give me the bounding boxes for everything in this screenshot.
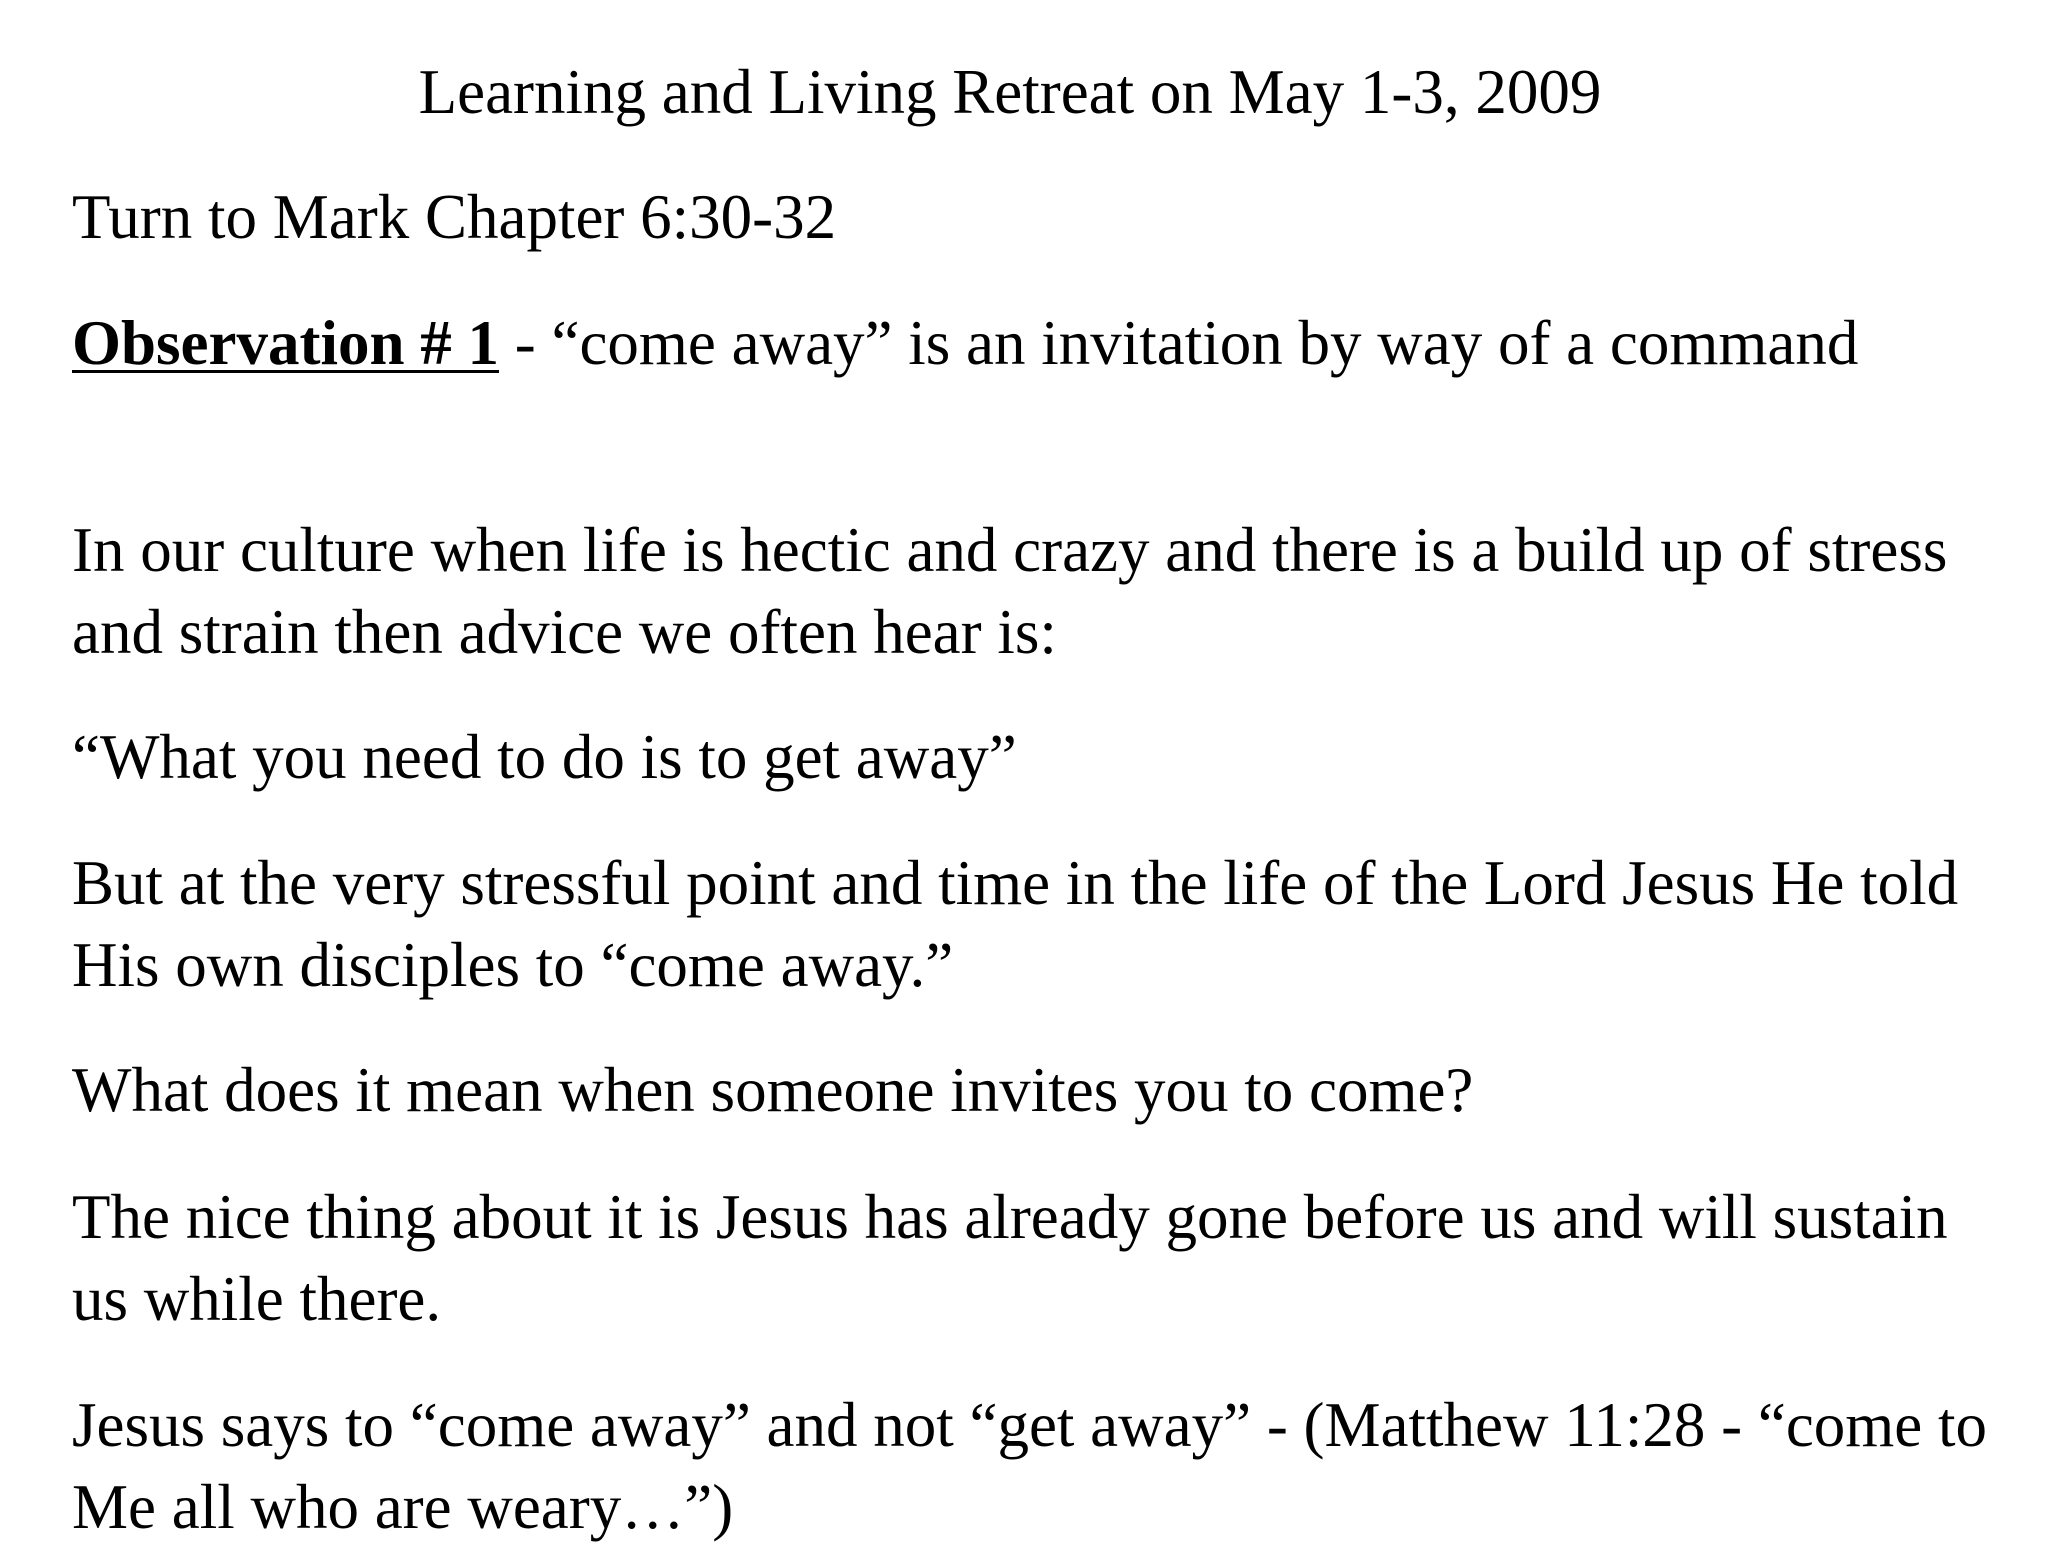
observation-paragraph <box>72 302 2002 384</box>
document-title: Learning and Living Retreat on May 1-3, 2009 <box>418 57 1602 127</box>
paragraph-culture: In our culture when life is hectic and crazy and there is a build up of stress and strain then advice we often hear is: <box>72 515 1948 667</box>
scripture-reference: Turn to Mark Chapter 6:30-32 <box>72 182 837 252</box>
observation-label: Observation # 1 <box>72 308 500 378</box>
paragraph-question: What does it mean when someone invites you to come? <box>72 1055 1474 1125</box>
observation-text: - “come away” is an invitation by way of a command <box>499 308 1859 378</box>
paragraph-lord-jesus: But at the very stressful point and time in the life of the Lord Jesus He told His own disciples to “come away.” <box>72 848 1959 1000</box>
paragraph-come-away: Jesus says to “come away” and not “get away” - (Matthew 11:28 - “come to Me all who are weary…”) <box>72 1390 1988 1542</box>
paragraph-nice-thing: The nice thing about it is Jesus has already gone before us and will sustain us while there. <box>72 1182 1948 1334</box>
paragraph-get-away-quote: “What you need to do is to get away” <box>72 722 1017 792</box>
